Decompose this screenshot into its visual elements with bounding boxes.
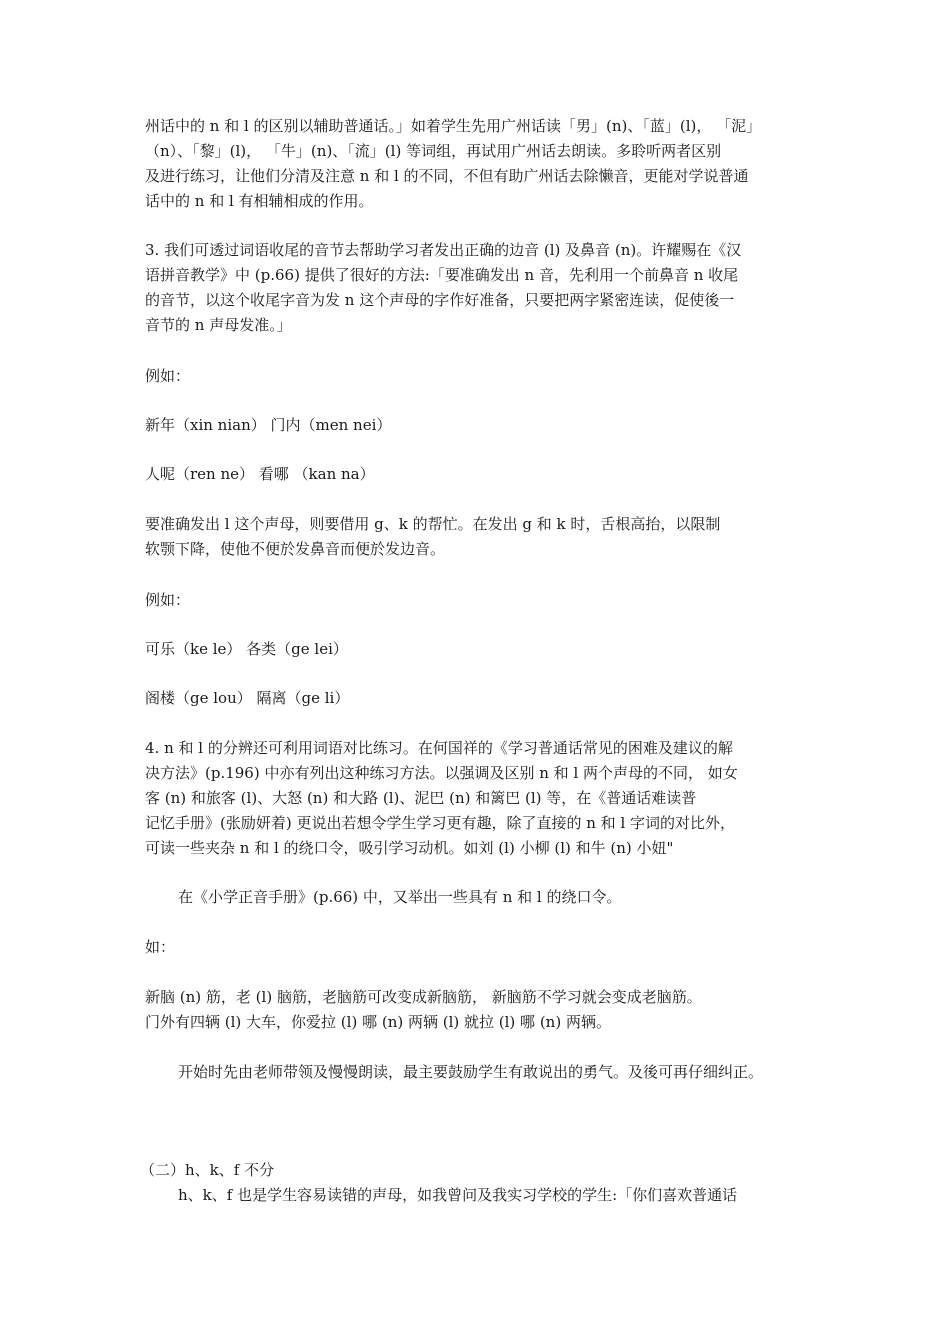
tongue-twisters — [145, 985, 810, 1035]
paragraph-l-sound — [145, 512, 810, 562]
text-line: 可读一些夹杂 n 和 l 的绕口令，吸引学习动机。如刘 (l) 小柳 (l) 和牛 (n) 小妞" — [145, 839, 674, 857]
paragraph-teacher: 开始时先由老师带领及慢慢朗读，最主要鼓励学生有敢说出的勇气。及後可再仔细纠正。 — [178, 1063, 764, 1081]
text-line: 4. n 和 l 的分辨还可利用词语对比练习。在何国祥的《学习普通话常见的困难及建议的解 — [145, 739, 733, 757]
text-line: 决方法》(p.196) 中亦有列出这种练习方法。以强调及区别 n 和 l 两个声母的不同， 如女 — [145, 764, 738, 782]
text-line: 的音节，以这个收尾字音为发 n 这个声母的字作好准备，只要把两字紧密连读，促使後一 — [145, 291, 735, 309]
example-1b: 人呢（ren ne） 看哪 （kan na） — [145, 465, 375, 483]
tongue-twister-1: 新脑 (n) 筋，老 (l) 脑筋，老脑筋可改变成新脑筋， 新脑筋不学习就会变成老脑筋。 — [145, 988, 702, 1006]
text-line: （n）、「黎」(l)， 「牛」(n)、「流」(l) 等词组，再试用广州话去朗读。多聆听两者区别 — [145, 142, 722, 160]
text-line: 客 (n) 和旅客 (l)、大怒 (n) 和大路 (l)、泥巴 (n) 和篱巴 (l) 等，在《普通话难读普 — [145, 789, 697, 807]
paragraph-3 — [145, 238, 810, 338]
text-line: 语拼音教学》中 (p.66) 提供了很好的方法:「要准确发出 n 音，先利用一个前鼻音 n 收尾 — [145, 266, 739, 284]
text-line: 软颚下降，使他不便於发鼻音而便於发边音。 — [145, 540, 446, 558]
text-line: 及进行练习，让他们分清及注意 n 和 l 的不同，不但有助广州话去除懒音，更能对学说普通 — [145, 167, 749, 185]
paragraph-intro — [145, 114, 810, 214]
text-line: 记忆手册》(张励妍着) 更说出若想令学生学习更有趣，除了直接的 n 和 l 字词的对比外， — [145, 814, 736, 832]
tongue-twister-2: 门外有四辆 (l) 大车，你爱拉 (l) 哪 (n) 两辆 (l) 就拉 (l) 哪 (n) 两辆。 — [145, 1013, 611, 1031]
text-line: 话中的 n 和 l 有相辅相成的作用。 — [145, 192, 374, 210]
section-heading: （二）h、k、f 不分 — [140, 1161, 275, 1179]
example-label-2: 例如： — [145, 591, 191, 609]
label-ru: 如： — [145, 938, 176, 956]
example-1a: 新年（xin nian） 门内（men nei） — [145, 416, 392, 434]
example-label-1: 例如： — [145, 367, 191, 385]
example-2b: 阁楼（ge lou） 隔离（ge li） — [145, 689, 350, 707]
paragraph-4 — [145, 736, 810, 861]
paragraph-tongue-twister-intro: 在《小学正音手册》(p.66) 中，又举出一些具有 n 和 l 的绕口令。 — [178, 888, 622, 906]
example-2a: 可乐（ke le） 各类（ge lei） — [145, 640, 348, 658]
text-line: 音节的 n 声母发准。」 — [145, 316, 292, 334]
text-line: 州话中的 n 和 l 的区别以辅助普通话。」如着学生先用广州话读「男」(n)、「蓝」(l)， 「泥」 — [145, 117, 762, 135]
text-line: 3. 我们可透过词语收尾的音节去帮助学习者发出正确的边音 (l) 及鼻音 (n)。许耀赐在《汉 — [145, 241, 742, 259]
paragraph-hkf: h、k、f 也是学生容易读错的声母，如我曾问及我实习学校的学生:「你们喜欢普通话 — [178, 1186, 738, 1204]
text-line: 要准确发出 l 这个声母，则要借用 g、k 的帮忙。在发出 g 和 k 时，舌根高抬，以限制 — [145, 515, 721, 533]
